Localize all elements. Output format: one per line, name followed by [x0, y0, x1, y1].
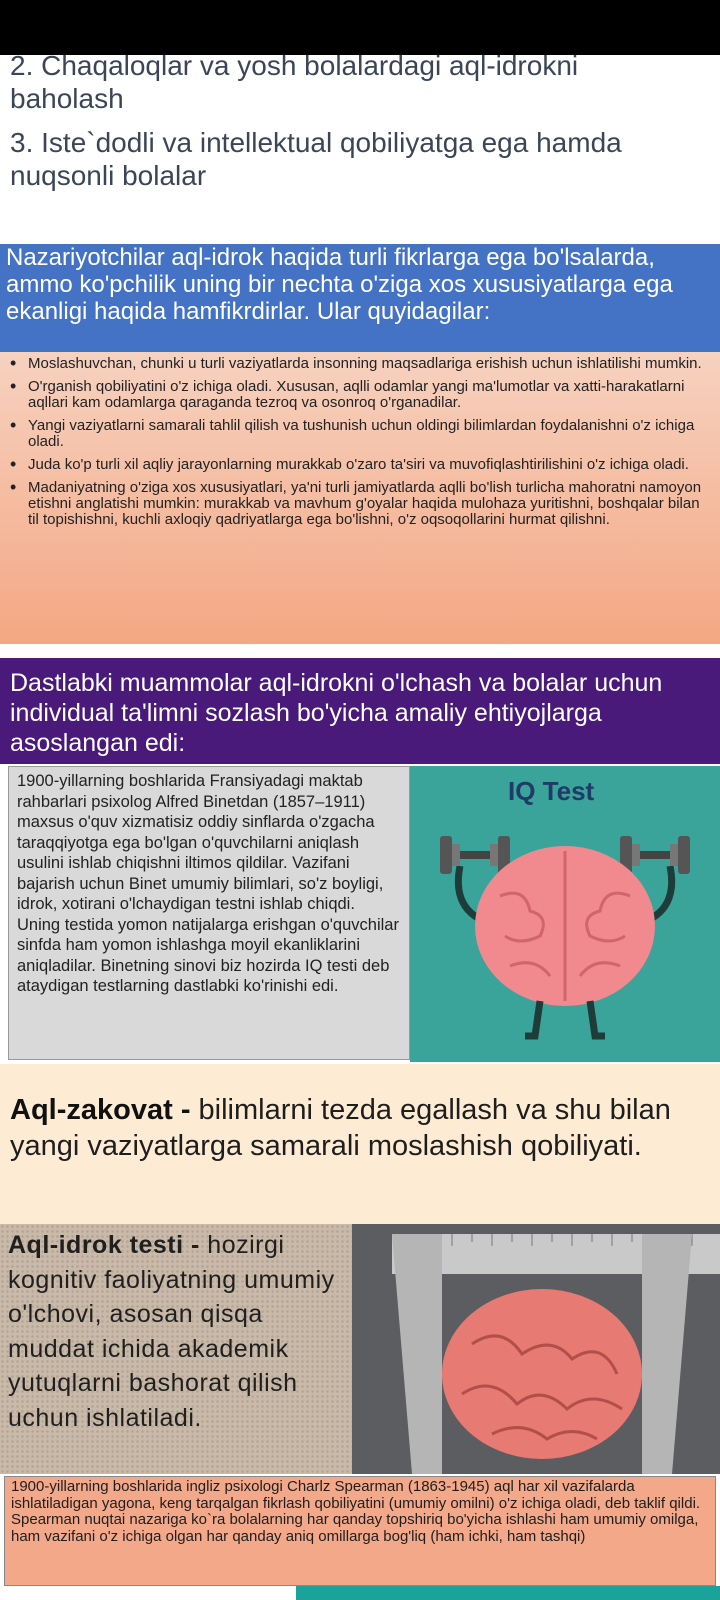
intro-text: Nazariyotchilar aql-idrok haqida turli fikrlarga ega bo'lsalarda, ammo ko'pchilik uning bir nechta o'ziga xos xususiyatlarga ega ekanligi haqida hamfikrdirlar. Ular quyidagilar: — [6, 244, 673, 325]
list-item: • Moslashuvchan, chunki u turli vaziyatlarda insonning maqsadlariga erishish uchun ishlatilishi mumkin. — [28, 356, 710, 372]
characteristics-panel — [0, 352, 720, 644]
teal-strip — [296, 1586, 720, 1600]
iq-test-label: IQ Test — [508, 776, 595, 806]
caliper-brain-icon — [352, 1224, 720, 1474]
list-item: • Madaniyatning o'ziga xos xususiyatlari, ya'ni turli jamiyatlarda aqlli bo'lish turlicha mahoratni namoyon etishni anglatishi mumkin: murakkab va mavhum g'oyalar haqida mulohaza yuritishni, boshqalar bilan til topishishni, kuchli axloqiy qadriyatlarga ega bo'lishni, o'z oqsoqollarini hurmat qilishni. — [28, 480, 710, 528]
binet-text: 1900-yillarning boshlarida Fransiyadagi maktab rahbarlari psixolog Alfred Binetdan (1857–1911) maxsus o'quv xizmatisiz oddiy sinflarda o'zgacha taraqqiyotga ega bo'lgan o'quvchilarni aniqlash usulini ishlab chiqishni iltimos qildilar. Vazifani bajarish uchun Binet umumiy bilimlari, so'z boyligi, idrok, xotirani o'lchaydigan testni ishlab chiqdi. Uning testida yomon natijalarga erishgan o'quvchilar sinfda ham yomon ishlashga moyil ekanliklarini aniqladilar. Binetning sinovi biz hozirda IQ testi deb ataydigan testlarning dastlabki ko'rinishi edi. — [17, 772, 399, 995]
iq-test-definition — [0, 1224, 352, 1474]
toc-item-2-line1: 2. Chaqaloqlar va yosh bolalardagi aql-idrokni — [10, 50, 579, 81]
spearman-text-box — [4, 1476, 716, 1586]
intelligence-definition — [0, 1064, 720, 1224]
history-banner — [0, 658, 720, 764]
characteristics-list — [0, 352, 720, 528]
list-item: • Yangi vaziyatlarni samarali tahlil qilish va tushunish uchun oldingi bilimlardan foydalanishni o'z ichiga oladi. — [28, 418, 710, 450]
list-item: • O'rganish qobiliyatini o'z ichiga oladi. Xususan, aqlli odamlar yangi ma'lumotlar va xatti-harakatlarni aqllari kam odamlarga qaraganda tezroq va osonroq o'rganadilar. — [28, 379, 710, 411]
brain-dumbbell-icon — [410, 766, 720, 1062]
iq-test-illustration — [410, 766, 720, 1062]
brain-caliper-image — [352, 1224, 720, 1474]
history-banner-text: Dastlabki muammolar aql-idrokni o'lchash va bolalar uchun individual ta'limni sozlash bo'yicha amaliy ehtiyojlarga asoslangan edi: — [10, 669, 663, 757]
binet-text-box — [8, 766, 410, 1060]
definition-term: Aql-zakovat - — [10, 1094, 191, 1126]
toc-item-2-line2: baholash — [10, 83, 124, 114]
definition-text: bilimlarni tezda egallash va shu bilan yangi vaziyatlarga samarali moslashish qobiliyati. — [10, 1094, 671, 1162]
contents-section — [0, 50, 720, 242]
test-definition-term: Aql-idrok testi - — [8, 1231, 200, 1259]
spearman-text: 1900-yillarning boshlarida ingliz psixologi Charlz Spearman (1863-1945) aql har xil vazifalarda ishlatiladigan yagona, keng tarqalgan fikrlash qobiliyatini (umumiy omilni) o'z ichiga oladi, deb taklif qildi. Spearman nuqtai nazariga ko`ra bolalarning har qanday topshiriq bo'yicha ishlashi ham umumiy omilga, ham vazifani o'z ichiga olgan har qanday aniq omillarga bog'liq (ham ichki, ham tashqi) — [11, 1478, 701, 1545]
intro-banner — [0, 244, 720, 352]
toc-item-3-line2: nuqsonli bolalar — [10, 160, 207, 191]
toc-item-3-line1: 3. Iste`dodli va intellektual qobiliyatga ega hamda — [10, 127, 622, 158]
top-bar — [0, 0, 720, 55]
test-definition-text: hozirgi kognitiv faoliyatning umumiy o'lchovi, asosan qisqa muddat ichida akademik yutuqlarni bashorat qilish uchun ishlatiladi. — [8, 1231, 335, 1432]
list-item: • Juda ko'p turli xil aqliy jarayonlarning murakkab o'zaro ta'siri va muvofiqlashtirilishini o'z ichiga oladi. — [28, 457, 710, 473]
